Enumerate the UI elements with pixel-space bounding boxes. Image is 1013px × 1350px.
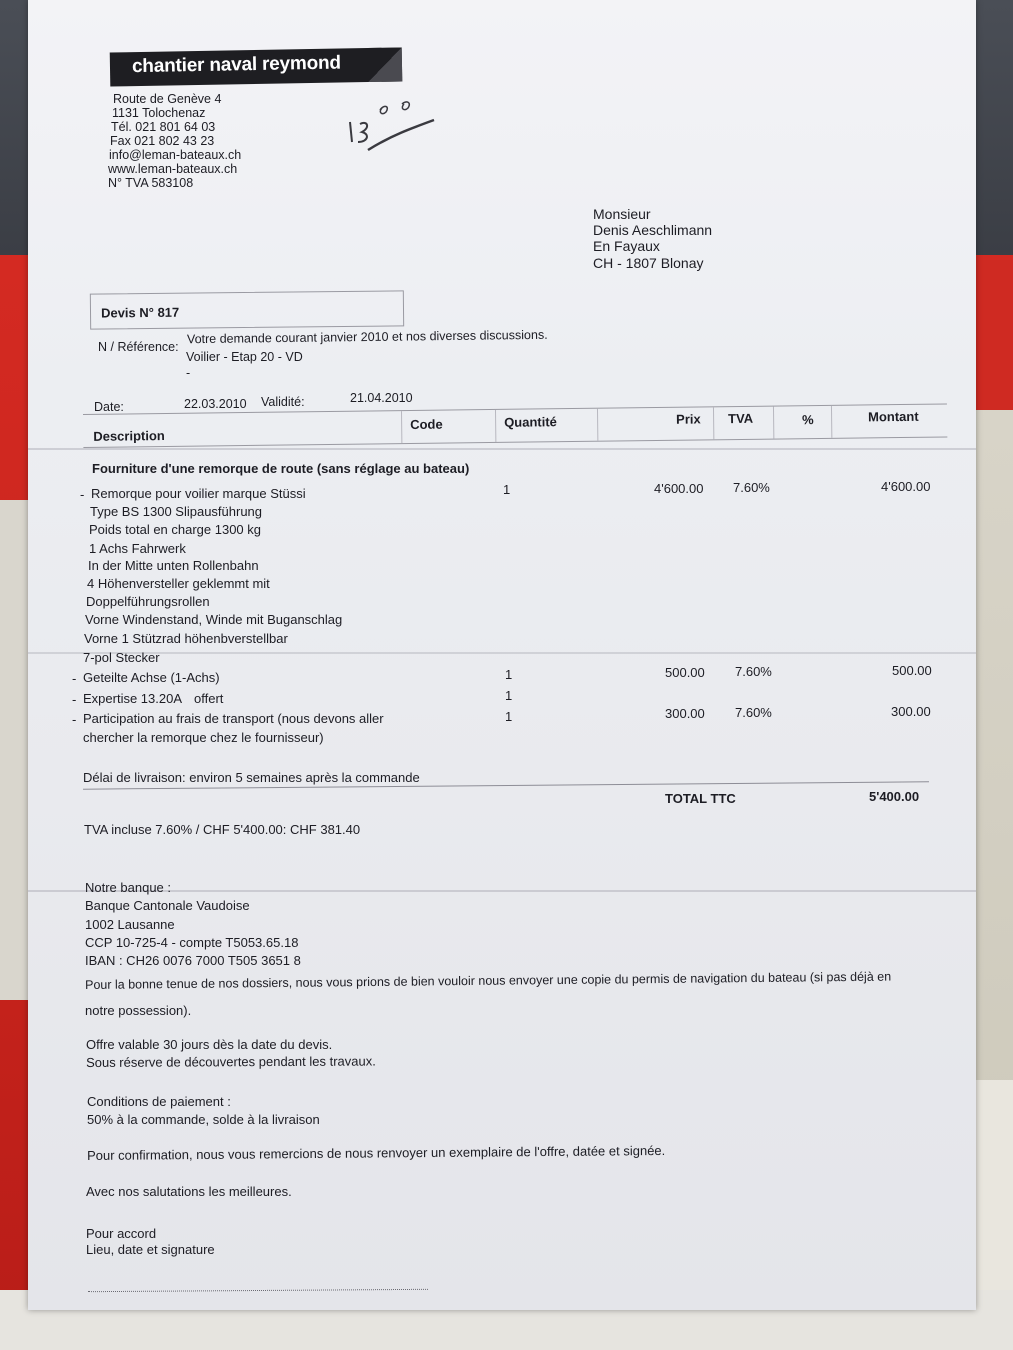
column-divider [495, 410, 496, 442]
header-price: Prix [676, 411, 701, 427]
greeting: Avec nos salutations les meilleures. [86, 1184, 292, 1199]
bank-account: CCP 10-725-4 - compte T5053.65.18 [85, 935, 299, 950]
item-description-line: Type BS 1300 Slipausführung [90, 504, 263, 519]
item-amount: 4'600.00 [881, 479, 931, 494]
bank-name: Banque Cantonale Vaudoise [85, 898, 250, 913]
permit-request-line: Pour la bonne tenue de nos dossiers, nous vous prions de bien vouloir nous envoyer une copie du permis de navigation du bateau (si pas déjà en [85, 969, 892, 992]
reference-boat: Voilier - Etap 20 - VD [186, 350, 303, 364]
list-bullet: - [72, 671, 77, 686]
paper-fold [28, 448, 976, 450]
item-quantity: 1 [505, 667, 513, 682]
item-note: offert [194, 691, 224, 706]
item-description-line: Doppelführungsrollen [86, 594, 210, 609]
item-amount: 500.00 [892, 663, 932, 678]
item-description-line: 4 Höhenversteller geklemmt mit [87, 576, 270, 591]
item-description: Geteilte Achse (1-Achs) [83, 670, 220, 685]
confirmation-request: Pour confirmation, nous vous remercions de nous renvoyer un exemplaire de l'offre, datée et signée. [87, 1142, 666, 1163]
column-divider [401, 411, 402, 443]
logo-accent [368, 47, 403, 82]
payment-label: Conditions de paiement : [87, 1094, 231, 1109]
company-logo [110, 47, 403, 86]
item-tva: 7.60% [735, 705, 772, 720]
header-percent: % [802, 412, 814, 428]
company-website: www.leman-bateaux.ch [108, 162, 238, 176]
item-description-line: Vorne Windenstand, Winde mit Buganschlag [85, 612, 343, 627]
handwritten-note-icon [340, 92, 440, 152]
column-divider [597, 409, 598, 441]
item-quantity: 1 [505, 709, 513, 724]
company-vat-number: N° TVA 583108 [108, 176, 194, 190]
item-description-line: In der Mitte unten Rollenbahn [88, 558, 259, 573]
vat-note: TVA incluse 7.60% / CHF 5'400.00: CHF 381.40 [84, 822, 361, 837]
item-description-line: chercher la remorque chez le fournisseur) [83, 730, 324, 745]
header-code: Code [410, 416, 443, 433]
bank-label: Notre banque : [85, 880, 172, 895]
item-quantity: 1 [505, 688, 513, 703]
item-tva: 7.60% [733, 480, 770, 495]
agreement-label: Pour accord [86, 1226, 157, 1241]
list-bullet: - [72, 712, 77, 727]
quote-number-box [90, 290, 404, 329]
header-description: Description [93, 428, 165, 444]
item-quantity: 1 [503, 482, 511, 497]
item-description: Expertise 13.20A [83, 691, 183, 706]
item-description-line: 1 Achs Fahrwerk [89, 541, 186, 556]
validity-date: 21.04.2010 [350, 391, 413, 405]
delivery-time: Délai de livraison: environ 5 semaines après la commande [83, 770, 420, 785]
list-bullet: - [72, 692, 77, 707]
list-bullet: - [80, 487, 85, 502]
company-email: info@leman-bateaux.ch [109, 148, 242, 162]
recipient-name: Denis Aeschlimann [593, 222, 713, 238]
total-amount: 5'400.00 [869, 789, 920, 804]
permit-request-line: notre possession). [85, 1003, 192, 1018]
company-address-line: Route de Genève 4 [113, 92, 222, 106]
header-tva: TVA [728, 410, 754, 427]
paper-fold [28, 652, 976, 654]
bank-city: 1002 Lausanne [85, 917, 175, 932]
signature-label: Lieu, date et signature [86, 1242, 215, 1257]
offer-reservation: Sous réserve de découvertes pendant les travaux. [86, 1053, 376, 1070]
section-title: Fourniture d'une remorque de route (sans réglage au bateau) [92, 461, 470, 476]
company-phone: Tél. 021 801 64 03 [111, 120, 216, 134]
header-quantity: Quantité [504, 414, 557, 430]
offer-validity: Offre valable 30 jours dès la date du devis. [86, 1037, 333, 1052]
item-description-line: Vorne 1 Stützrad höhenbverstellbar [84, 631, 288, 646]
item-description-line: 7-pol Stecker [83, 650, 160, 665]
reference-extra: - [186, 366, 191, 380]
recipient-city: CH - 1807 Blonay [593, 255, 704, 271]
item-description-line: Participation au frais de transport (nous devons aller [83, 711, 384, 726]
item-price: 300.00 [665, 706, 705, 721]
item-description-line: Poids total en charge 1300 kg [89, 522, 262, 537]
validity-label: Validité: [261, 395, 305, 409]
reference-label: N / Référence: [98, 340, 179, 354]
header-amount: Montant [868, 408, 919, 425]
payment-terms: 50% à la commande, solde à la livraison [87, 1112, 320, 1127]
bank-iban: IBAN : CH26 0076 7000 T505 3651 8 [85, 953, 301, 968]
date-label: Date: [94, 400, 124, 414]
reference-text: Votre demande courant janvier 2010 et nos diverses discussions. [186, 327, 548, 347]
company-address-line: 1131 Tolochenaz [112, 106, 206, 120]
column-divider [831, 406, 832, 438]
item-amount: 300.00 [891, 704, 931, 719]
item-price: 500.00 [665, 665, 705, 680]
recipient-street: En Fayaux [593, 238, 660, 254]
item-description-line: Remorque pour voilier marque Stüssi [91, 486, 306, 501]
column-divider [773, 407, 774, 439]
recipient-salutation: Monsieur [593, 206, 651, 222]
item-tva: 7.60% [735, 664, 772, 679]
item-price: 4'600.00 [654, 481, 704, 496]
company-name: chantier naval reymond [131, 52, 342, 78]
total-label: TOTAL TTC [665, 791, 736, 806]
column-divider [713, 407, 714, 439]
quote-date: 22.03.2010 [184, 397, 247, 411]
quote-number: Devis N° 817 [100, 304, 180, 321]
company-fax: Fax 021 802 43 23 [110, 134, 215, 148]
